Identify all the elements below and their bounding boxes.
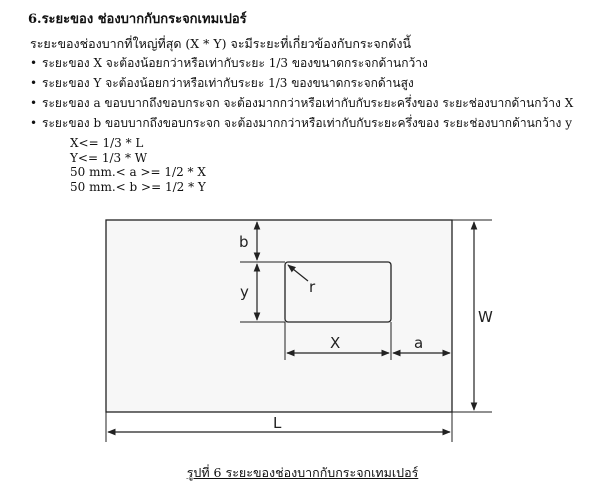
section-heading: 6.ระยะของ ช่องบากกับกระจกเทมเปอร์: [28, 12, 247, 27]
rule-x: • ระยะของ X จะต้องน้อยกว่าหรือเท่ากับระยะ 1/3 ของขนาดกระจกด้านกว้าง: [30, 53, 573, 73]
label-r: r: [309, 278, 316, 296]
label-a: a: [414, 334, 424, 352]
intro-text: ระยะของช่องบากที่ใหญ่ที่สุด (X * Y) จะมีระยะที่เกี่ยวข้องกับกระจกดังนี้: [30, 36, 411, 51]
rule-b: • ระยะของ b ขอบบากถึงขอบกระจก จะต้องมากกว่าหรือเท่ากับกับระยะครึ่งของ ระยะช่องบากด้านกว้าง y: [30, 113, 573, 133]
figure-caption: [0, 463, 605, 483]
label-w: W: [478, 308, 493, 326]
formula-b: 50 mm.< b >= 1/2 * Y: [70, 179, 206, 194]
notch-cutout: [285, 262, 391, 322]
figure-caption-text: รูปที่ 6 ระยะของช่องบากกับกระจกเทมเปอร์: [186, 465, 419, 480]
label-x: X: [330, 334, 341, 352]
formula-a: 50 mm.< a >= 1/2 * X: [70, 165, 206, 179]
formula-y: Y<= 1/3 * W: [70, 150, 148, 165]
formula-x: X<= 1/3 * L: [70, 136, 144, 150]
label-l: L: [273, 414, 282, 432]
label-b: b: [239, 233, 249, 251]
rule-a: • ระยะของ a ขอบบากถึงขอบกระจก จะต้องมากกว่าหรือเท่ากับกับระยะครึ่งของ ระยะช่องบากด้านกว้าง X: [30, 93, 573, 113]
rule-y: • ระยะของ Y จะต้องน้อยกว่าหรือเท่ากับระยะ 1/3 ของขนาดกระจกด้านสูง: [30, 73, 573, 93]
glass-panel: [106, 220, 452, 412]
label-y: y: [240, 283, 249, 301]
